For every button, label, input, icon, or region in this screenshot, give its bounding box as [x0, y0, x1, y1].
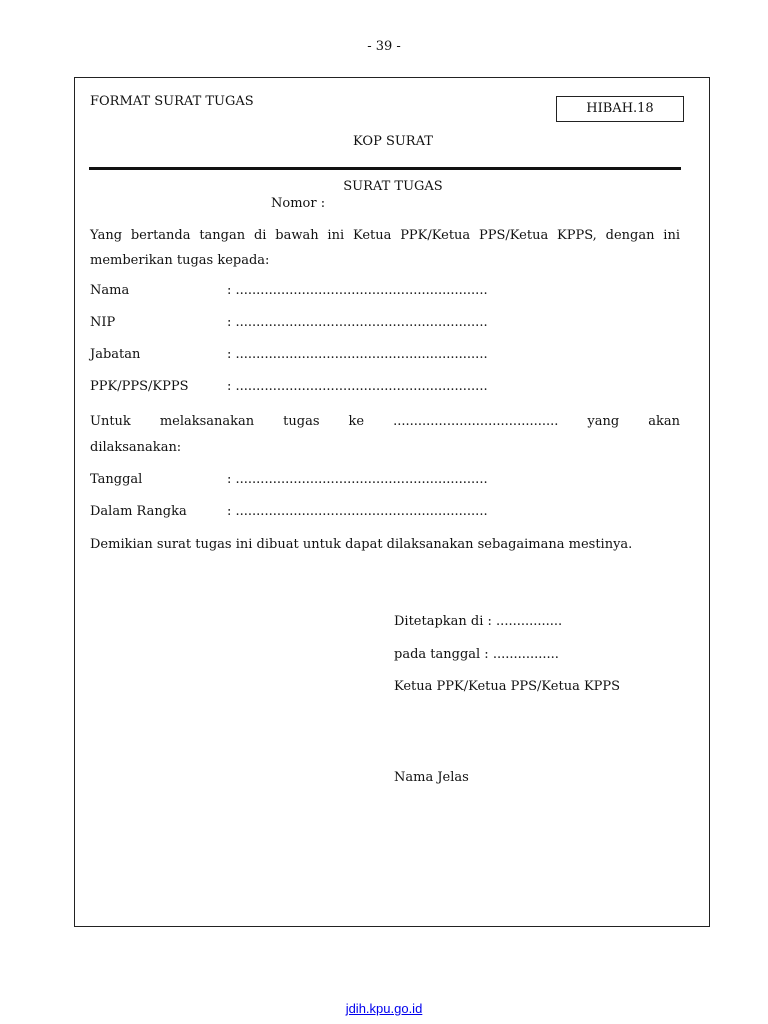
task-word: ke	[348, 414, 365, 429]
task-sentence-continuation: dilaksanakan:	[90, 440, 182, 455]
field-value: : .............................................................	[227, 472, 488, 487]
letter-title: SURAT TUGAS	[343, 179, 443, 194]
field-value: : .............................................................	[227, 379, 488, 394]
signature-name: Nama Jelas	[394, 770, 469, 785]
field-label: PPK/PPS/KPPS	[90, 379, 189, 394]
task-word: yang	[587, 414, 620, 429]
task-word: akan	[648, 414, 680, 429]
task-sentence	[90, 414, 680, 429]
page-number: - 39 -	[367, 39, 401, 54]
field-label: Dalam Rangka	[90, 504, 187, 519]
field-label: Jabatan	[90, 347, 141, 362]
task-word: melaksanakan	[159, 414, 255, 429]
field-label: NIP	[90, 315, 116, 330]
signature-place: Ditetapkan di : ................	[394, 614, 563, 629]
letter-number: Nomor :	[271, 196, 326, 211]
footer-link[interactable]: jdih.kpu.go.id	[345, 1001, 423, 1016]
field-value: : .............................................................	[227, 347, 488, 362]
intro-paragraph: Yang bertanda tangan di bawah ini Ketua PPK/Ketua PPS/Ketua KPPS, dengan ini memberikan tugas kepada:	[90, 228, 680, 268]
field-value: : .............................................................	[227, 283, 488, 298]
task-destination-blank: ........................................	[393, 414, 559, 429]
field-value: : .............................................................	[227, 504, 488, 519]
task-word: tugas	[283, 414, 320, 429]
letterhead-divider	[89, 167, 681, 170]
format-title: FORMAT SURAT TUGAS	[90, 94, 254, 109]
field-label: Tanggal	[90, 472, 143, 487]
task-word: Untuk	[90, 414, 131, 429]
letterhead-placeholder: KOP SURAT	[353, 134, 433, 149]
document-frame	[74, 77, 710, 927]
field-value: : .............................................................	[227, 315, 488, 330]
signature-position: Ketua PPK/Ketua PPS/Ketua KPPS	[394, 679, 621, 694]
field-label: Nama	[90, 283, 130, 298]
closing-paragraph: Demikian surat tugas ini dibuat untuk dapat dilaksanakan sebagaimana mestinya.	[90, 537, 633, 552]
form-code-box: HIBAH.18	[556, 96, 684, 122]
signature-date: pada tanggal : ................	[394, 647, 559, 662]
